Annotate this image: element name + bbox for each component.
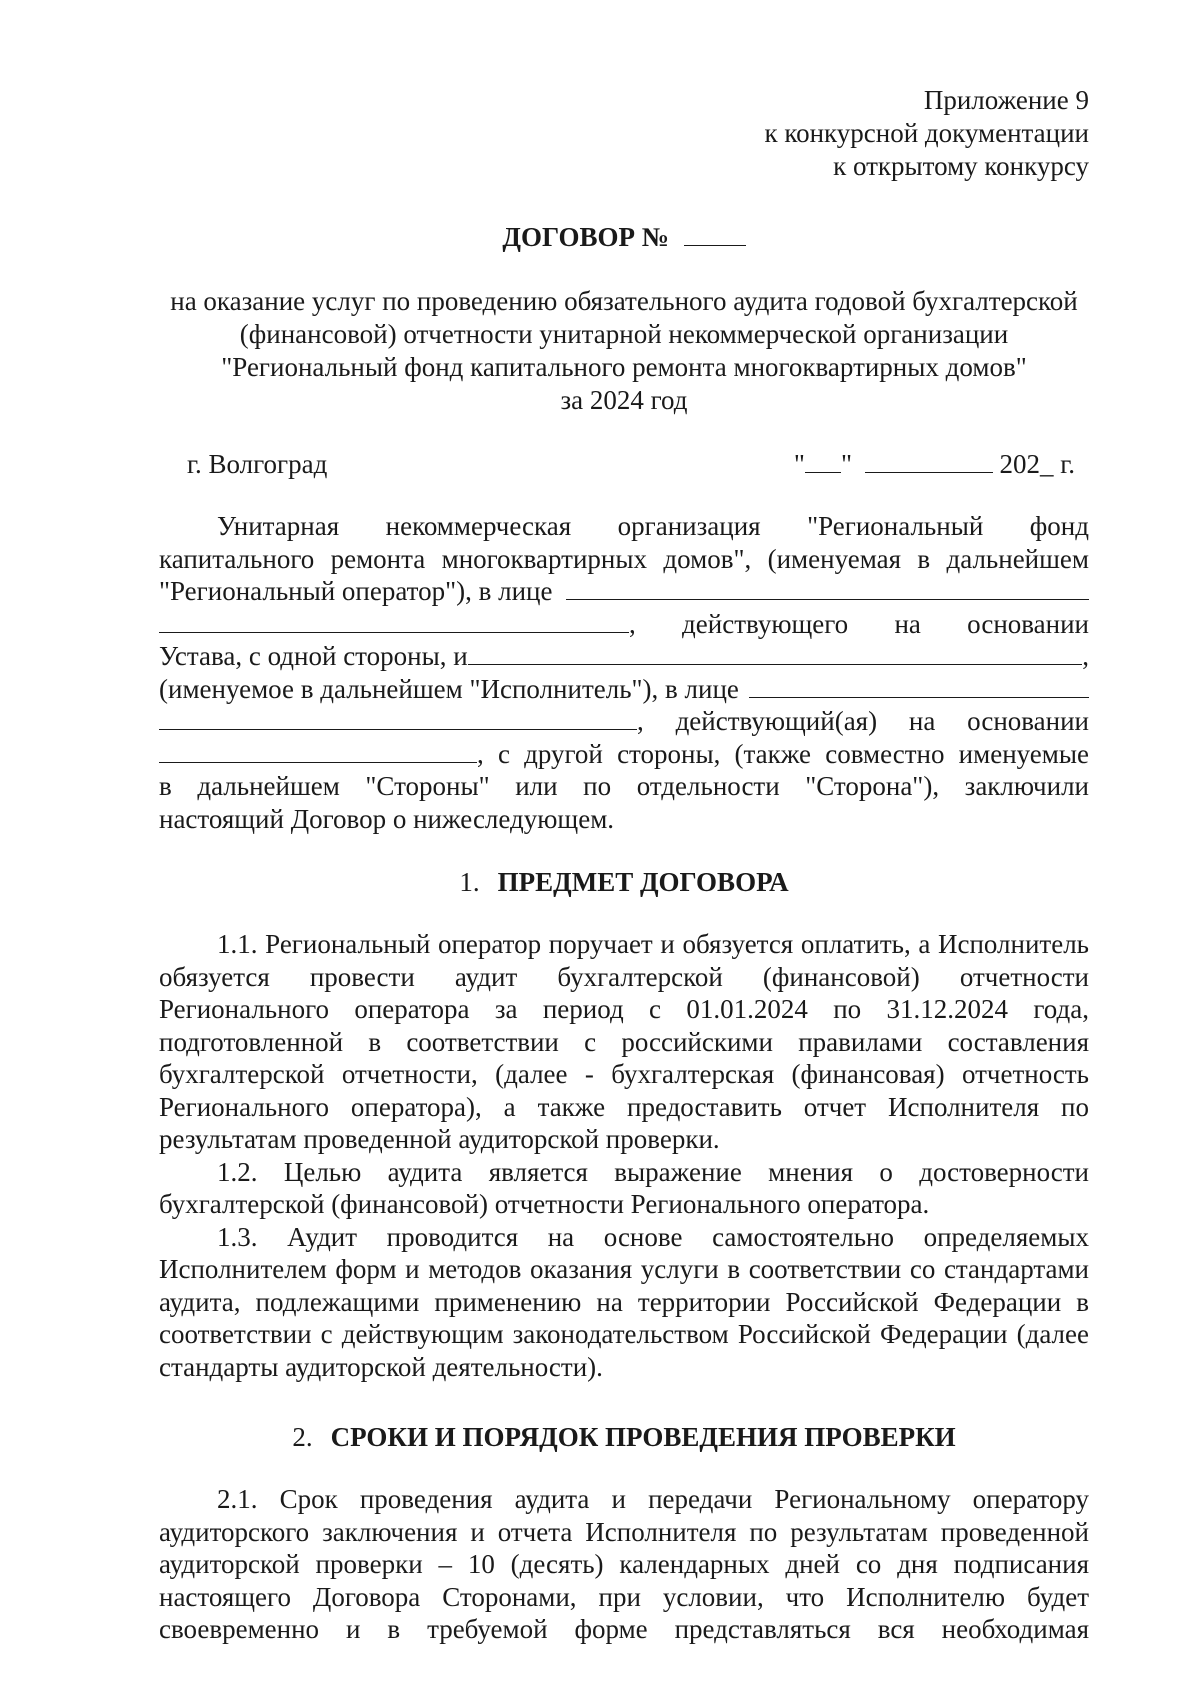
section-2-title: СРОКИ И ПОРЯДОК ПРОВЕДЕНИЯ ПРОВЕРКИ [330, 1422, 956, 1452]
appendix-line-1: Приложение 9 [923, 85, 1089, 115]
preamble-line-5-text: Устава, с одной стороны, и [159, 641, 468, 671]
preamble-line-3-text: "Региональный оператор"), в лице [159, 576, 553, 606]
document-page [159, 84, 1089, 1646]
preamble-line-6 [159, 673, 1089, 706]
preamble-line-9: в дальнейшем "Стороны" или по отдельности "Сторона"), заключили [159, 771, 1089, 801]
representative-blank-1 [566, 577, 1089, 600]
subtitle-line-1: на оказание услуг по проведению обязательного аудита годовой бухгалтерской [170, 286, 1078, 316]
section-2-heading [159, 1417, 1089, 1457]
contractor-representative-blank-1 [749, 675, 1089, 698]
preamble-line-7-text: , действующий(ая) на основании [637, 706, 1089, 736]
clause-2-1: 2.1. Срок проведения аудита и передачи Региональному оператору аудиторского заключения и отчета Исполнителя по результатам проведенной аудиторской проверки – 10 (десять) календарных дней со дня подписания настоящего Договора Сторонами, при условии, что Исполнителю будет своевременно и в требуемой форме представляться вся необходимая [159, 1484, 1089, 1644]
date-year: 202_ г. [999, 449, 1075, 479]
contract-date [794, 444, 1075, 484]
subtitle-line-4: за 2024 год [560, 385, 688, 415]
contract-place: г. Волгоград [187, 449, 328, 479]
section-2-number: 2. [292, 1422, 313, 1452]
contractor-basis-blank [159, 738, 477, 763]
section-1-title: ПРЕДМЕТ ДОГОВОРА [497, 867, 789, 897]
contractor-representative-blank-2 [159, 705, 637, 730]
clause-1-2: 1.2. Целью аудита является выражение мнения о достоверности бухгалтерской (финансовой) отчетности Регионального оператора. [159, 1156, 1089, 1219]
section-1-heading [159, 862, 1089, 902]
document-title [159, 217, 1089, 257]
preamble-line-2: капитального ремонта многоквартирных домов", (именуемая в дальнейшем [159, 543, 1089, 574]
clause-1-3: 1.3. Аудит проводится на основе самостоятельно определяемых Исполнителем форм и методов оказания услуги в соответствии со стандартами аудита, подлежащими применению на территории Российской Федерации в соответствии с действующим законодательством Российской Федерации (далее стандарты аудиторской деятельности). [159, 1221, 1089, 1382]
subtitle-line-3: "Региональный фонд капитального ремонта многоквартирных домов" [221, 352, 1027, 382]
date-close-quote: " [840, 449, 852, 479]
preamble-line-3 [159, 575, 1089, 608]
appendix-note [159, 84, 1089, 183]
place-date-row [159, 444, 1089, 484]
appendix-line-2: к конкурсной документации [764, 118, 1089, 148]
document-subtitle [159, 285, 1089, 417]
preamble-line-7 [159, 705, 1089, 738]
contract-number-blank [684, 221, 746, 246]
clause-1-1: 1.1. Региональный оператор поручает и обязуется оплатить, а Исполнитель обязуется провести аудит бухгалтерской (финансовой) отчетности Регионального оператора за период с 01.01.2024 по 31.12.2024 года, подготовленной в соответствии с российскими правилами составления бухгалтерской отчетности, (далее - бухгалтерская (финансовая) отчетность Регионального оператора), а также предоставить отчет Исполнителя по результатам проведенной аудиторской проверки. [159, 929, 1089, 1154]
representative-blank-2 [159, 608, 629, 633]
preamble-line-4-text: , действующего на основании [629, 608, 1089, 639]
preamble-line-8-text: , с другой стороны, (также совместно именуемые [477, 738, 1089, 769]
day-blank [805, 448, 841, 473]
date-open-quote: " [793, 449, 805, 479]
appendix-line-3: к открытому конкурсу [833, 151, 1089, 181]
contractor-name-blank [468, 642, 1083, 665]
preamble-line-8 [159, 738, 1089, 771]
preamble [159, 510, 1089, 835]
preamble-line-4 [159, 608, 1089, 641]
preamble-line-5-comma: , [1082, 641, 1089, 671]
preamble-line-10: настоящий Договор о нижеследующем. [159, 803, 615, 834]
section-1-number: 1. [459, 867, 480, 897]
month-blank [865, 448, 993, 473]
subtitle-line-2: (финансовой) отчетности унитарной некоммерческой организации [239, 319, 1009, 349]
document-title-text: ДОГОВОР № [502, 222, 669, 252]
preamble-line-1: Унитарная некоммерческая организация "Региональный фонд [217, 511, 1089, 541]
preamble-line-6-text: (именуемое в дальнейшем "Исполнитель"), в лице [159, 673, 739, 704]
preamble-line-5 [159, 640, 1089, 673]
